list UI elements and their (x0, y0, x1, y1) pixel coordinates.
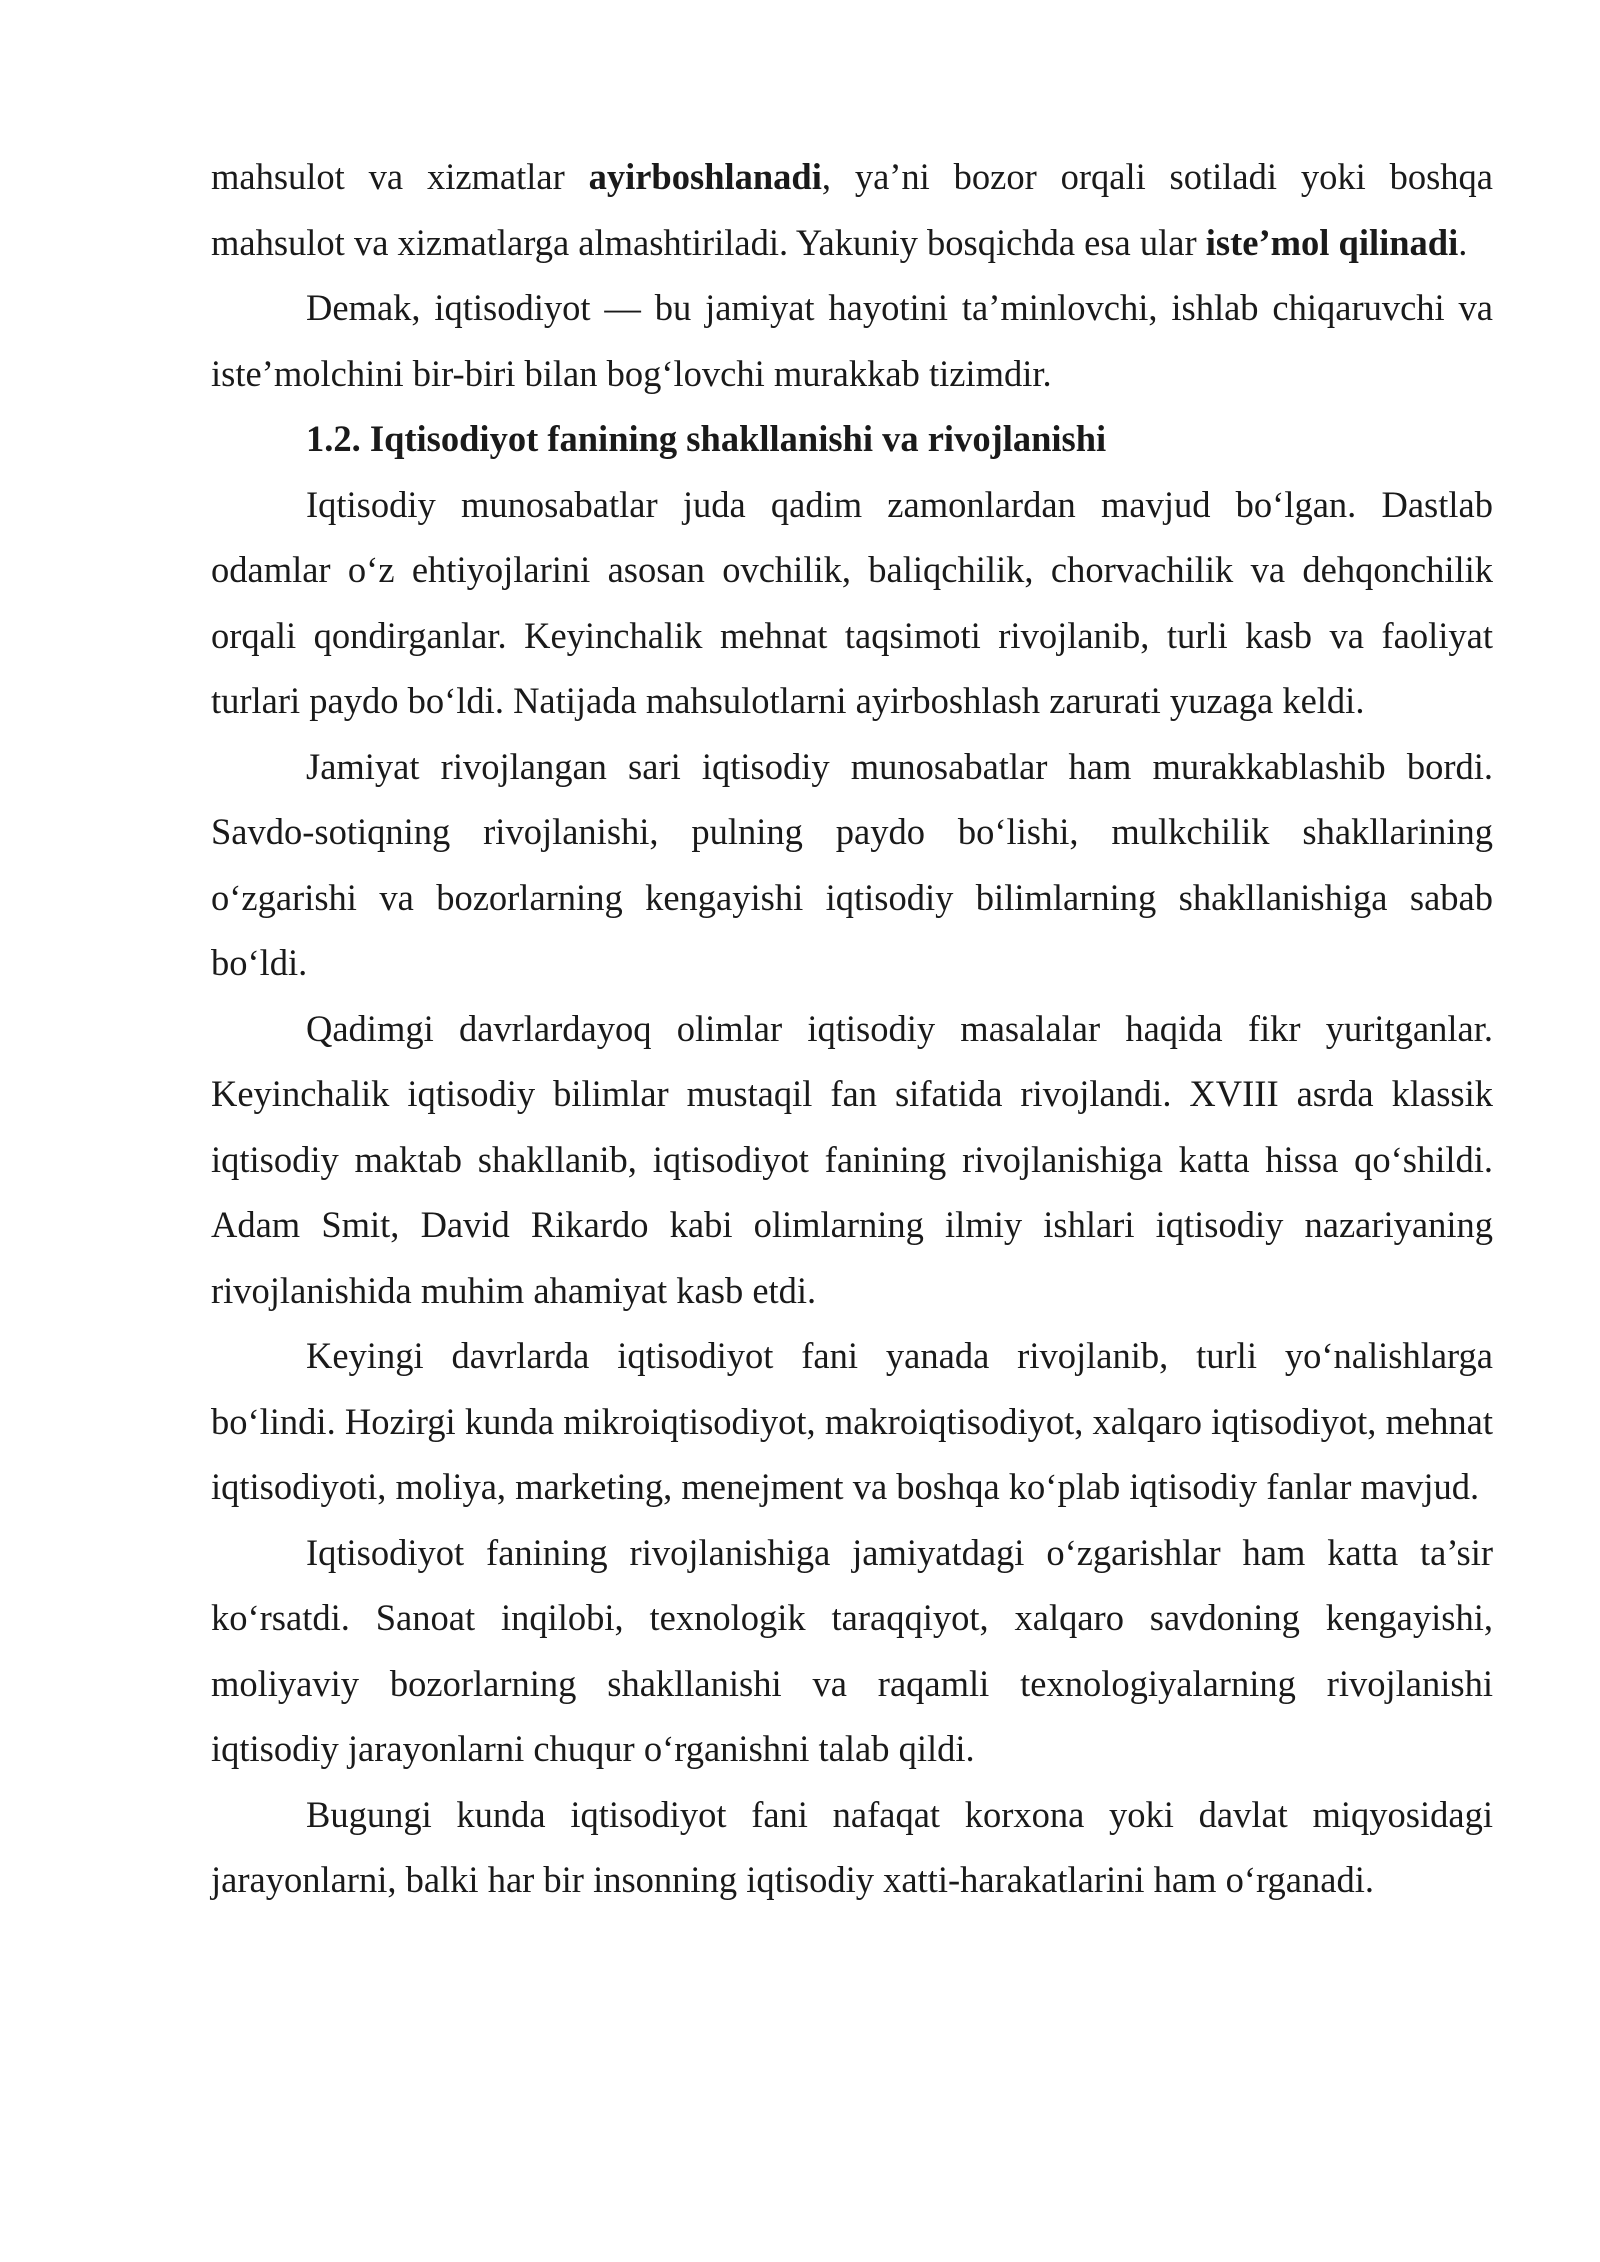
bold-term-consumption: iste’mol qilinadi (1205, 221, 1459, 263)
paragraph-today: Bugungi kunda iqtisodiyot fani nafaqat korxona yoki davlat miqyosidagi jarayonlarni, balki har bir insonning iqtisodiy xatti-harakatlarini ham o‘rganadi. (211, 1793, 1493, 1900)
paragraph-history: Qadimgi davrlardayoq olimlar iqtisodiy masalalar haqida fikr yuritganlar. Keyinchalik iqtisodiy bilimlar mustaqil fan sifatida rivojlandi. XVIII asrda klassik iqtisodiy maktab shakllanib, iqtisodiyot fanining rivojlanishiga katta hissa qo‘shildi. Adam Smit, David Rikardo kabi olimlarning ilmiy ishlari iqtisodiy nazariyaning rivojlanishida muhim ahamiyat kasb etdi. (211, 1007, 1493, 1311)
paragraph-text: , ya’ni bozor orqali sotiladi yoki boshqa mahsulot va xizmatlarga almashtiriladi. Yakuniy bosqichda esa ular (211, 156, 1493, 263)
section-heading: 1.2. Iqtisodiyot fanining shakllanishi va rivojlanishi (306, 418, 1107, 459)
bold-term-exchange: ayirboshlanadi (588, 156, 822, 197)
paragraph-branches: Keyingi davrlarda iqtisodiyot fani yanada rivojlanib, turli yo‘nalishlarga bo‘lindi. Hozirgi kunda mikroiqtisodiyot, makroiqtisodiyot, xalqaro iqtisodiyot, mehnat iqtisodiyoti, moliya, marketing, menejment va boshqa ko‘plab iqtisodiy fanlar mavjud. (211, 1335, 1493, 1507)
paragraph-influences: Iqtisodiyot fanining rivojlanishiga jamiyatdagi o‘zgarishlar ham katta ta’sir ko‘rsatdi. Sanoat inqilobi, texnologik taraqqiyot, xalqaro savdoning kengayishi, moliyaviy bozorlarning shakllanishi va raqamli texnologiyalarning rivojlanishi iqtisodiy jarayonlarni chuqur o‘rganishni talab qildi. (211, 1531, 1493, 1769)
paragraph-development: Jamiyat rivojlangan sari iqtisodiy munosabatlar ham murakkablashib bordi. Savdo-sotiqning rivojlanishi, pulning paydo bo‘lishi, mulkchilik shakllarining o‘zgarishi va bozorlarning kengayishi iqtisodiy bilimlarning shakllanishiga sabab bo‘ldi. (211, 745, 1493, 983)
paragraph-continued (211, 144, 1493, 275)
paragraph-text: mahsulot va xizmatlar (211, 156, 589, 197)
paragraph-origins: Iqtisodiy munosabatlar juda qadim zamonlardan mavjud bo‘lgan. Dastlab odamlar o‘z ehtiyojlarini asosan ovchilik, baliqchilik, chorvachilik va dehqonchilik orqali qondirganlar. Keyinchalik mehnat taqsimoti rivojlanib, turli kasb va faoliyat turlari paydo bo‘ldi. Natijada mahsulotlarni ayirboshlash zarurati yuzaga keldi. (211, 483, 1493, 721)
document-page (211, 144, 1493, 1913)
paragraph-conclusion: Demak, iqtisodiyot — bu jamiyat hayotini ta’minlovchi, ishlab chiqaruvchi va iste’molchini bir-biri bilan bog‘lovchi murakkab tizimdir. (211, 287, 1493, 394)
paragraph-text: . (1458, 221, 1468, 263)
